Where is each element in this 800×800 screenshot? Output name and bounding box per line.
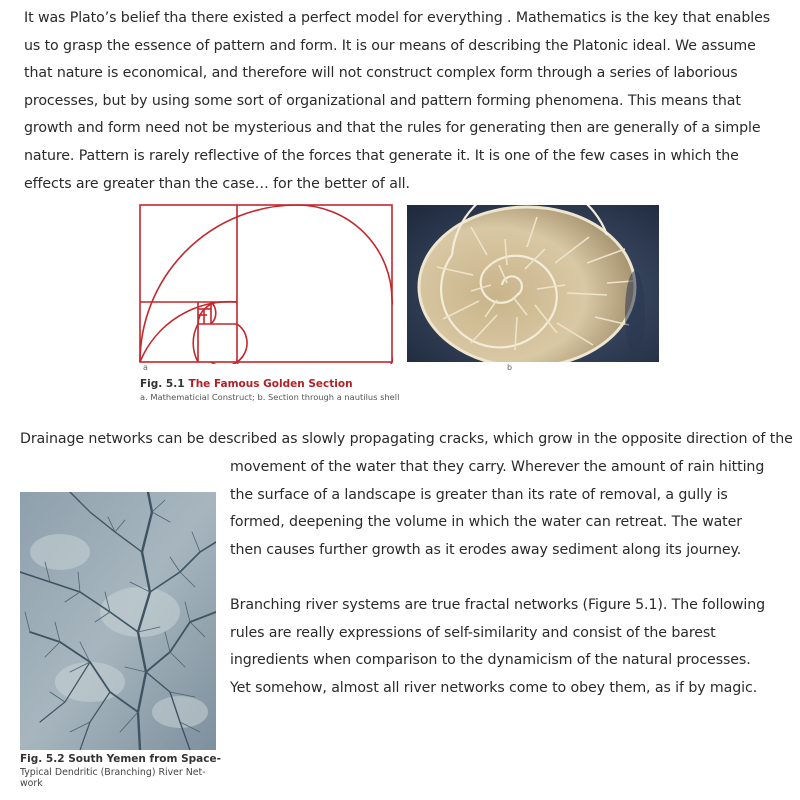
figure1-caption-title — [140, 378, 353, 390]
shell-body — [419, 207, 635, 362]
south-yemen-satellite-image — [20, 492, 216, 750]
figure1-label-a: a — [143, 363, 148, 372]
figure1-subcaption: a. Mathematicial Construct; b. Section through a nautilus shell — [140, 392, 400, 402]
figure1-title: The Famous Golden Section — [188, 378, 353, 390]
nautilus-shell-image — [407, 205, 659, 362]
figure2-subcaption: Typical Dendritic (Branching) River Net-work — [20, 767, 206, 789]
river-networks-paragraph: Branching river systems are true fractal networks (Figure 5.1). The following rules are really expressions of self-similarity and consist of the barest ingredients when comparison to the dynamicism of the natural processes. Yet somehow, almost all river networks come to obey them, as if by magic. — [230, 597, 766, 696]
golden-spiral-inner — [140, 302, 247, 364]
figure1-number: Fig. 5.1 — [140, 378, 185, 390]
figure1-label-b: b — [507, 363, 513, 372]
golden-outer-rect — [140, 205, 392, 362]
drainage-paragraph-first-line: Drainage networks can be described as slowly propagating cracks, which grow in the opposite direction of the — [20, 431, 793, 447]
golden-section-diagram — [139, 204, 393, 364]
golden-spiral — [140, 205, 393, 364]
intro-paragraph: It was Plato’s belief tha there existed a perfect model for everything . Mathematics is the key that enables us to grasp the essence of pattern and form. It is our means of describing the Platonic ideal. We assume that nature is economical, and therefore will not construct complex form through a series of laborious processes, but by using some sort of organizational and pattern forming phenomena. This means that growth and form need not be mysterious and that the rules for generating then are generally of a simple nature. Pattern is rarely reflective of the forces that generate it. It is one of the few cases in which the effects are greater than the case… for the better of all. — [24, 10, 771, 192]
drainage-paragraph-continued: movement of the water that they carry. Wherever the amount of rain hitting the surface of a landscape is greater than its rate of removal, a gully is formed, deepening the volume in which the water can retreat. The water then causes further growth as it erodes away sediment along its journey. — [230, 459, 765, 558]
figure2-caption-title: Fig. 5.2 South Yemen from Space- — [20, 753, 221, 765]
